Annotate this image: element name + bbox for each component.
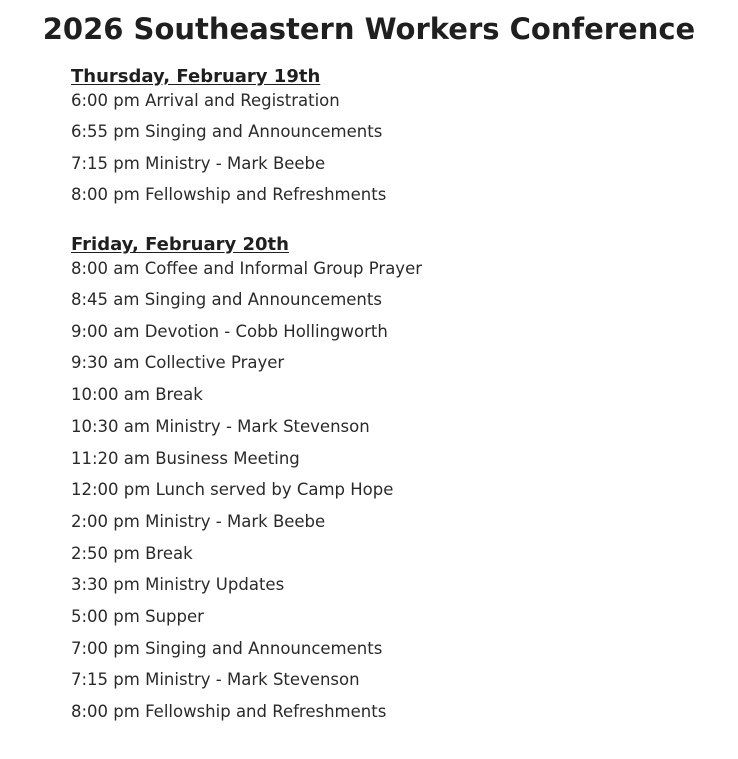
page-title: 2026 Southeastern Workers Conference (42, 12, 696, 46)
schedule-item: 8:00 pm Fellowship and Refreshments (71, 702, 387, 721)
schedule-item: 11:20 am Business Meeting (71, 448, 300, 468)
schedule-item: 7:15 pm Ministry - Mark Beebe (71, 153, 326, 173)
schedule-item: 12:00 pm Lunch served by Camp Hope (71, 480, 394, 500)
schedule-item: 10:00 am Break (71, 385, 203, 405)
day-section-thursday (71, 64, 711, 211)
schedule-item: 2:50 pm Break (71, 543, 193, 563)
schedule-list (71, 258, 711, 728)
schedule-item: 2:00 pm Ministry - Mark Beebe (71, 511, 326, 531)
schedule-item: 7:00 pm Singing and Announcements (71, 638, 383, 658)
schedule-item: 8:45 am Singing and Announcements (71, 290, 382, 310)
schedule-item: 6:00 pm Arrival and Registration (71, 91, 340, 110)
schedule-item: 8:00 pm Fellowship and Refreshments (71, 185, 387, 205)
schedule-item: 9:30 am Collective Prayer (71, 353, 285, 373)
day-section-friday (71, 232, 711, 728)
day-heading: Friday, February 20th (71, 234, 289, 256)
schedule-item: 3:30 pm Ministry Updates (71, 575, 285, 595)
schedule-item: 10:30 am Ministry - Mark Stevenson (71, 416, 370, 436)
schedule (71, 64, 711, 728)
schedule-list (71, 90, 711, 211)
day-heading: Thursday, February 19th (71, 66, 321, 87)
schedule-item: 5:00 pm Supper (71, 606, 204, 626)
schedule-item: 6:55 pm Singing and Announcements (71, 122, 383, 141)
schedule-item: 8:00 am Coffee and Informal Group Prayer (71, 259, 423, 279)
schedule-item: 7:15 pm Ministry - Mark Stevenson (71, 670, 360, 690)
schedule-item: 9:00 am Devotion - Cobb Hollingworth (71, 321, 388, 341)
